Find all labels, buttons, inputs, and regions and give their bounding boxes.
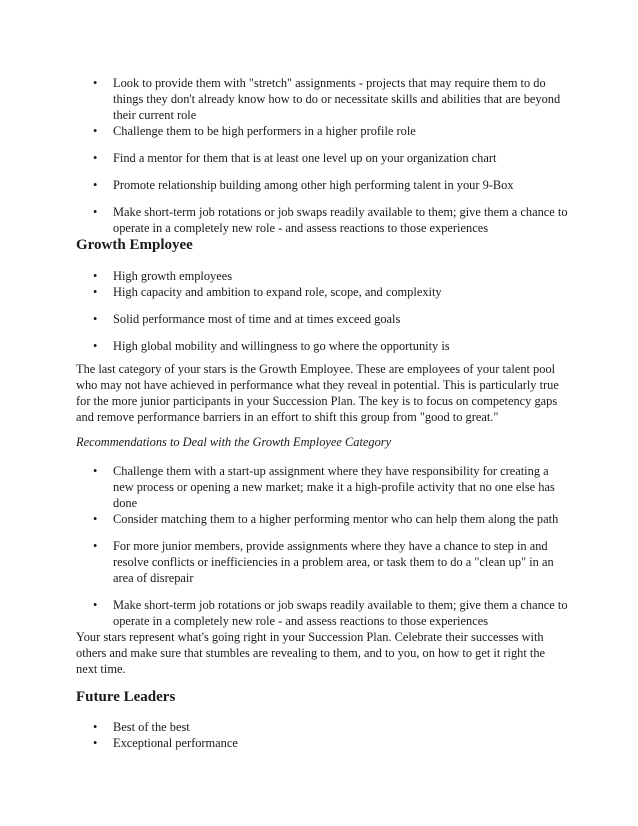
list-item: • Consider matching them to a higher performing mentor who can help them along the path bbox=[0, 511, 638, 527]
list-item: • High growth employees bbox=[0, 268, 638, 284]
list-item: • Best of the best bbox=[0, 719, 638, 735]
list-item: • High capacity and ambition to expand role, scope, and complexity bbox=[0, 284, 638, 300]
list-item: • Exceptional performance bbox=[0, 735, 638, 751]
future-leaders-list bbox=[0, 719, 638, 751]
list-item: • Challenge them to be high performers in a higher profile role bbox=[0, 123, 638, 139]
recommendations-heading: Recommendations to Deal with the Growth Employee Category bbox=[76, 435, 392, 449]
growth-paragraph: The last category of your stars is the Growth Employee. These are employees of your talent pool who may not have achieved in performance what they reveal in potential. This is particularly true for the more junior participants in your Succession Plan. The key is to focus on competency gaps and remove performance barriers in an effort to shift this group from "good to great." bbox=[76, 362, 559, 424]
star-recommendations-list bbox=[0, 75, 638, 236]
list-item: • Solid performance most of time and at times exceed goals bbox=[0, 311, 638, 327]
list-item: • Challenge them with a start-up assignment where they have responsibility for creating a new process or opening a new market; make it a high-profile activity that no one else has done bbox=[0, 463, 638, 511]
section-heading-future-leaders: Future Leaders bbox=[76, 689, 176, 705]
list-item: • For more junior members, provide assignments where they have a chance to step in and resolve conflicts or inefficiencies in a problem area, or task them to do a "clean up" in an area of disrepair bbox=[0, 538, 638, 586]
list-item: • Promote relationship building among other high performing talent in your 9-Box bbox=[0, 177, 638, 193]
list-item: • Make short-term job rotations or job swaps readily available to them; give them a chance to operate in a completely new role - and assess reactions to those experiences bbox=[0, 597, 638, 629]
section-heading-growth-employee: Growth Employee bbox=[76, 237, 193, 253]
list-item: • Find a mentor for them that is at least one level up on your organization chart bbox=[0, 150, 638, 166]
list-item: • Look to provide them with "stretch" assignments - projects that may require them to do things they don't already know how to do or necessitate skills and abilities that are beyond their current role bbox=[0, 75, 638, 123]
growth-traits-list bbox=[0, 268, 638, 354]
growth-recommendations-list bbox=[0, 463, 638, 629]
list-item: • Make short-term job rotations or job swaps readily available to them; give them a chance to operate in a completely new role - and assess reactions to those experiences bbox=[0, 204, 638, 236]
closing-paragraph: Your stars represent what's going right in your Succession Plan. Celebrate their successes with others and make sure that stumbles are revealing to them, and to you, on how to get it right the next time. bbox=[76, 630, 546, 676]
list-item: • High global mobility and willingness to go where the opportunity is bbox=[0, 338, 638, 354]
